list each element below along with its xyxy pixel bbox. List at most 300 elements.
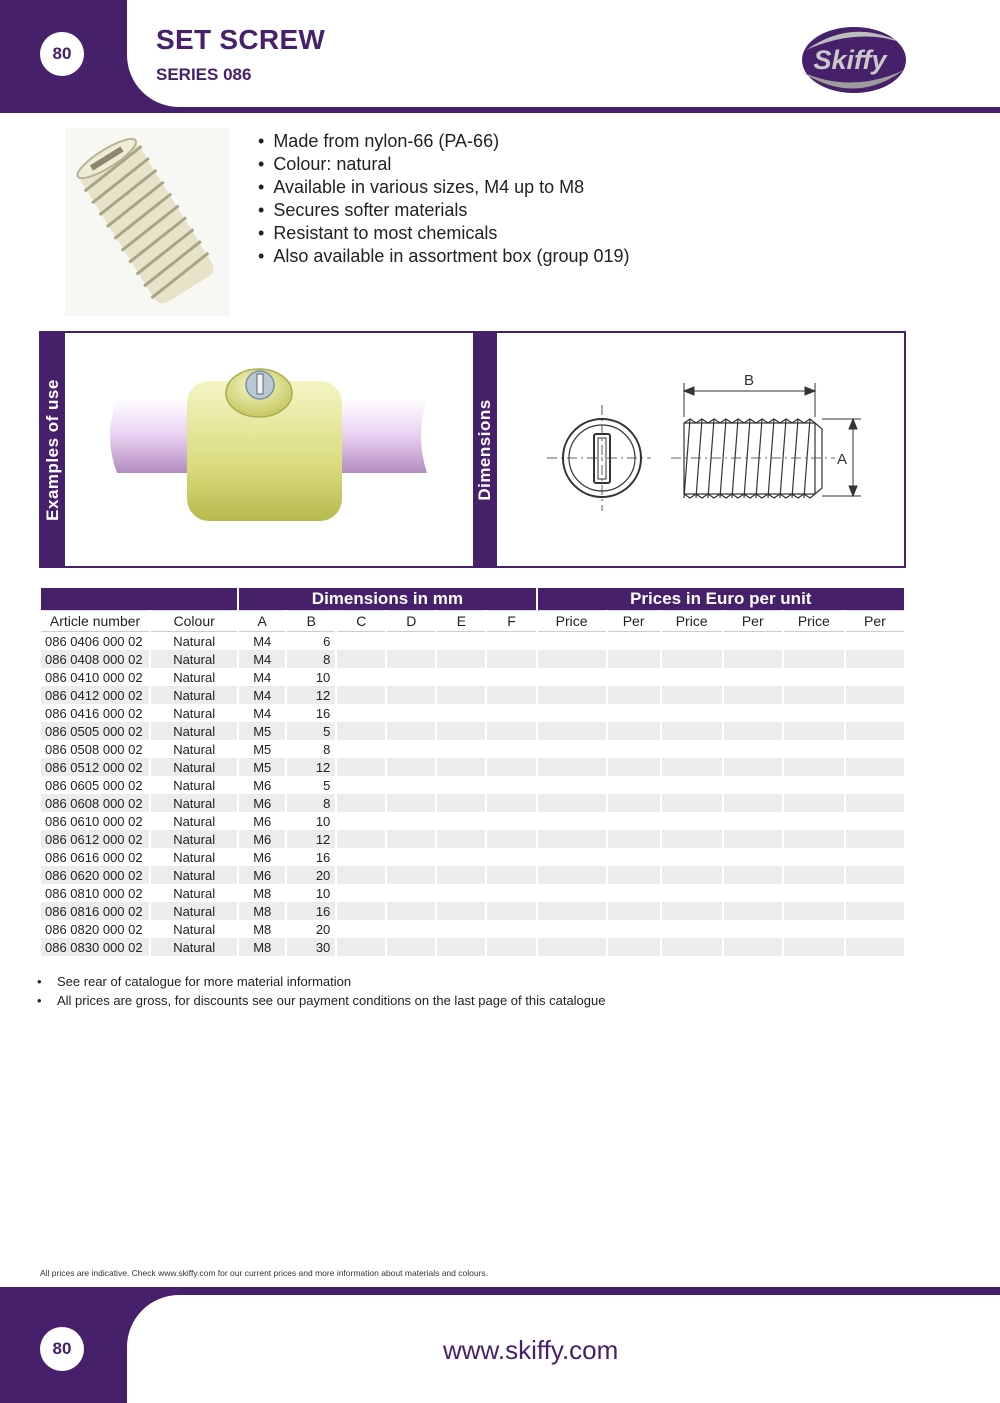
empty-cell bbox=[608, 938, 660, 956]
empty-cell bbox=[437, 668, 485, 686]
empty-cell bbox=[538, 830, 606, 848]
empty-cell bbox=[846, 722, 904, 740]
empty-cell bbox=[846, 794, 904, 812]
dimensions-label: Dimensions bbox=[475, 398, 494, 501]
empty-cell bbox=[784, 902, 844, 920]
column-header: Per bbox=[724, 610, 782, 632]
colour-cell: Natural bbox=[173, 813, 216, 829]
page-subtitle: SERIES 086 bbox=[156, 65, 252, 84]
empty-cell bbox=[538, 668, 606, 686]
empty-cell bbox=[662, 848, 722, 866]
article-number-cell: 086 0408 000 02 bbox=[41, 650, 149, 668]
empty-cell bbox=[608, 866, 660, 884]
feature-list bbox=[258, 130, 630, 268]
dim-b-cell: 5 bbox=[323, 777, 331, 793]
table-row bbox=[41, 938, 904, 956]
empty-cell bbox=[846, 776, 904, 794]
column-header: D bbox=[387, 610, 435, 632]
dimension-a-label: A bbox=[836, 451, 848, 468]
empty-cell bbox=[437, 866, 485, 884]
table-row bbox=[41, 884, 904, 902]
empty-cell bbox=[724, 758, 782, 776]
table-row bbox=[41, 758, 904, 776]
empty-cell bbox=[487, 704, 535, 722]
dim-a-cell: M8 bbox=[253, 921, 272, 937]
table-row bbox=[41, 776, 904, 794]
empty-cell bbox=[662, 776, 722, 794]
dim-b-cell: 16 bbox=[287, 902, 335, 920]
dim-a-cell: M4 bbox=[253, 669, 272, 685]
empty-cell bbox=[784, 938, 844, 956]
colour-cell: Natural bbox=[173, 921, 216, 937]
empty-cell bbox=[387, 704, 435, 722]
empty-cell bbox=[387, 902, 435, 920]
empty-cell bbox=[487, 758, 535, 776]
example-of-use-illustration bbox=[67, 333, 473, 566]
empty-cell bbox=[437, 884, 485, 902]
empty-cell bbox=[662, 758, 722, 776]
empty-cell bbox=[538, 704, 606, 722]
empty-cell bbox=[846, 686, 904, 704]
dim-b-cell: 10 bbox=[315, 885, 331, 901]
empty-cell bbox=[437, 686, 485, 704]
product-table bbox=[39, 588, 906, 956]
website-link[interactable]: www.skiffy.com bbox=[443, 1335, 619, 1365]
empty-cell bbox=[662, 938, 722, 956]
empty-cell bbox=[724, 848, 782, 866]
empty-cell bbox=[437, 722, 485, 740]
empty-cell bbox=[487, 830, 535, 848]
note-item: • See rear of catalogue for more material information bbox=[37, 972, 605, 991]
dim-a-cell: M6 bbox=[239, 866, 285, 884]
empty-cell bbox=[846, 812, 904, 830]
empty-cell bbox=[846, 740, 904, 758]
empty-cell bbox=[784, 884, 844, 902]
article-number-cell: 086 0508 000 02 bbox=[45, 741, 143, 757]
empty-cell bbox=[784, 740, 844, 758]
empty-cell bbox=[784, 920, 844, 938]
empty-cell bbox=[724, 704, 782, 722]
table-row bbox=[41, 740, 904, 758]
table-row bbox=[41, 812, 904, 830]
empty-cell bbox=[662, 632, 722, 650]
empty-cell bbox=[662, 650, 722, 668]
empty-cell bbox=[538, 776, 606, 794]
empty-cell bbox=[662, 866, 722, 884]
empty-cell bbox=[538, 866, 606, 884]
empty-cell bbox=[337, 704, 385, 722]
empty-cell bbox=[538, 794, 606, 812]
empty-cell bbox=[437, 794, 485, 812]
page-title: SET SCREW bbox=[156, 24, 326, 55]
feature-item: • Also available in assortment box (group 019) bbox=[258, 245, 630, 268]
empty-cell bbox=[337, 686, 385, 704]
set-screw-photo bbox=[65, 128, 230, 316]
column-header: Price bbox=[538, 610, 606, 632]
article-number-cell: 086 0830 000 02 bbox=[41, 938, 149, 956]
empty-cell bbox=[608, 830, 660, 848]
empty-cell bbox=[784, 722, 844, 740]
table-row bbox=[41, 704, 904, 722]
column-header: Per bbox=[608, 610, 660, 632]
dim-b-cell: 5 bbox=[287, 722, 335, 740]
dim-a-cell: M8 bbox=[253, 885, 272, 901]
empty-cell bbox=[724, 722, 782, 740]
empty-cell bbox=[538, 848, 606, 866]
dim-b-cell: 6 bbox=[323, 633, 331, 649]
colour-cell: Natural bbox=[173, 849, 216, 865]
empty-cell bbox=[608, 632, 660, 650]
table-row bbox=[41, 632, 904, 650]
empty-cell bbox=[846, 902, 904, 920]
column-header: F bbox=[487, 610, 535, 632]
colour-cell: Natural bbox=[151, 686, 237, 704]
empty-cell bbox=[724, 866, 782, 884]
empty-cell bbox=[608, 920, 660, 938]
empty-cell bbox=[387, 848, 435, 866]
prices-group-header: Prices in Euro per unit bbox=[538, 588, 904, 610]
article-number-cell: 086 0505 000 02 bbox=[41, 722, 149, 740]
dim-a-cell: M6 bbox=[253, 849, 272, 865]
colour-cell: Natural bbox=[151, 938, 237, 956]
feature-item: • Secures softer materials bbox=[258, 199, 630, 222]
colour-cell: Natural bbox=[173, 777, 216, 793]
empty-cell bbox=[387, 884, 435, 902]
empty-cell bbox=[387, 668, 435, 686]
article-number-cell: 086 0816 000 02 bbox=[41, 902, 149, 920]
empty-cell bbox=[337, 902, 385, 920]
empty-cell bbox=[387, 866, 435, 884]
empty-cell bbox=[662, 686, 722, 704]
dim-a-cell: M5 bbox=[253, 741, 272, 757]
empty-cell bbox=[487, 866, 535, 884]
empty-cell bbox=[724, 884, 782, 902]
empty-cell bbox=[437, 920, 485, 938]
table-row bbox=[41, 686, 904, 704]
article-number-cell: 086 0410 000 02 bbox=[45, 669, 143, 685]
empty-cell bbox=[387, 776, 435, 794]
empty-cell bbox=[608, 902, 660, 920]
dim-a-cell: M6 bbox=[239, 794, 285, 812]
empty-cell bbox=[437, 938, 485, 956]
dim-b-cell: 20 bbox=[315, 921, 331, 937]
empty-cell bbox=[437, 902, 485, 920]
empty-cell bbox=[724, 902, 782, 920]
article-number-cell: 086 0512 000 02 bbox=[41, 758, 149, 776]
colour-cell: Natural bbox=[173, 885, 216, 901]
feature-item: • Made from nylon-66 (PA-66) bbox=[258, 130, 630, 153]
feature-item: • Resistant to most chemicals bbox=[258, 222, 630, 245]
empty-cell bbox=[846, 704, 904, 722]
empty-cell bbox=[608, 722, 660, 740]
colour-cell: Natural bbox=[151, 794, 237, 812]
usage-dimensions-panel bbox=[39, 331, 906, 568]
empty-cell bbox=[337, 794, 385, 812]
empty-cell bbox=[784, 812, 844, 830]
empty-cell bbox=[846, 650, 904, 668]
table-header-blank bbox=[41, 588, 237, 610]
empty-cell bbox=[487, 668, 535, 686]
empty-cell bbox=[387, 650, 435, 668]
empty-cell bbox=[662, 794, 722, 812]
empty-cell bbox=[724, 794, 782, 812]
empty-cell bbox=[538, 650, 606, 668]
empty-cell bbox=[437, 830, 485, 848]
empty-cell bbox=[387, 740, 435, 758]
colour-cell: Natural bbox=[151, 902, 237, 920]
empty-cell bbox=[608, 776, 660, 794]
empty-cell bbox=[662, 668, 722, 686]
dim-a-cell: M4 bbox=[253, 633, 272, 649]
article-number-cell: 086 0412 000 02 bbox=[41, 686, 149, 704]
empty-cell bbox=[846, 632, 904, 650]
colour-cell: Natural bbox=[151, 722, 237, 740]
dim-b-cell: 10 bbox=[315, 813, 331, 829]
empty-cell bbox=[337, 884, 385, 902]
article-number-cell: 086 0610 000 02 bbox=[45, 813, 143, 829]
article-number-cell: 086 0820 000 02 bbox=[45, 921, 143, 937]
empty-cell bbox=[487, 794, 535, 812]
empty-cell bbox=[662, 902, 722, 920]
article-number-cell: 086 0605 000 02 bbox=[45, 777, 143, 793]
dim-b-cell: 8 bbox=[287, 794, 335, 812]
article-number-cell: 086 0416 000 02 bbox=[45, 705, 143, 721]
dim-b-cell: 12 bbox=[287, 758, 335, 776]
column-header: Article number bbox=[41, 610, 149, 632]
empty-cell bbox=[538, 722, 606, 740]
article-number-cell: 086 0620 000 02 bbox=[41, 866, 149, 884]
empty-cell bbox=[337, 920, 385, 938]
empty-cell bbox=[387, 812, 435, 830]
empty-cell bbox=[662, 722, 722, 740]
empty-cell bbox=[538, 632, 606, 650]
colour-cell: Natural bbox=[173, 633, 216, 649]
colour-cell: Natural bbox=[151, 866, 237, 884]
svg-text:Skiffy: Skiffy bbox=[813, 45, 887, 75]
table-row bbox=[41, 920, 904, 938]
feature-item: • Available in various sizes, M4 up to M8 bbox=[258, 176, 630, 199]
empty-cell bbox=[538, 884, 606, 902]
empty-cell bbox=[724, 812, 782, 830]
column-header: E bbox=[437, 610, 485, 632]
empty-cell bbox=[608, 668, 660, 686]
empty-cell bbox=[387, 938, 435, 956]
footer-page-number-badge: 80 bbox=[40, 1327, 84, 1371]
dim-a-cell: M6 bbox=[253, 777, 272, 793]
colour-cell: Natural bbox=[151, 650, 237, 668]
empty-cell bbox=[487, 938, 535, 956]
empty-cell bbox=[387, 830, 435, 848]
empty-cell bbox=[662, 812, 722, 830]
empty-cell bbox=[784, 668, 844, 686]
empty-cell bbox=[784, 650, 844, 668]
empty-cell bbox=[784, 704, 844, 722]
empty-cell bbox=[724, 740, 782, 758]
empty-cell bbox=[387, 794, 435, 812]
dim-b-cell: 10 bbox=[315, 669, 331, 685]
empty-cell bbox=[784, 632, 844, 650]
empty-cell bbox=[337, 632, 385, 650]
table-row bbox=[41, 866, 904, 884]
dim-a-cell: M8 bbox=[239, 938, 285, 956]
table-row bbox=[41, 794, 904, 812]
dim-b-cell: 8 bbox=[323, 741, 331, 757]
empty-cell bbox=[846, 866, 904, 884]
dimensions-drawing bbox=[499, 333, 904, 566]
colour-cell: Natural bbox=[173, 705, 216, 721]
dim-b-cell: 12 bbox=[287, 686, 335, 704]
empty-cell bbox=[846, 884, 904, 902]
notes-list bbox=[37, 972, 605, 1010]
empty-cell bbox=[437, 776, 485, 794]
page-number-badge: 80 bbox=[40, 32, 84, 76]
empty-cell bbox=[538, 902, 606, 920]
empty-cell bbox=[387, 632, 435, 650]
empty-cell bbox=[662, 704, 722, 722]
empty-cell bbox=[662, 920, 722, 938]
empty-cell bbox=[387, 686, 435, 704]
empty-cell bbox=[387, 920, 435, 938]
dim-a-cell: M4 bbox=[253, 705, 272, 721]
empty-cell bbox=[608, 704, 660, 722]
empty-cell bbox=[662, 740, 722, 758]
empty-cell bbox=[724, 668, 782, 686]
empty-cell bbox=[487, 884, 535, 902]
empty-cell bbox=[846, 758, 904, 776]
column-header: A bbox=[239, 610, 285, 632]
column-header: Colour bbox=[151, 610, 237, 632]
empty-cell bbox=[724, 920, 782, 938]
price-disclaimer: All prices are indicative. Check www.skiffy.com for our current prices and more information about materials and colours. bbox=[40, 1268, 489, 1278]
empty-cell bbox=[784, 830, 844, 848]
dim-a-cell: M5 bbox=[239, 758, 285, 776]
dim-a-cell: M4 bbox=[239, 650, 285, 668]
empty-cell bbox=[538, 920, 606, 938]
dim-a-cell: M8 bbox=[239, 902, 285, 920]
empty-cell bbox=[846, 920, 904, 938]
empty-cell bbox=[724, 938, 782, 956]
empty-cell bbox=[538, 686, 606, 704]
header-rule bbox=[0, 107, 1000, 113]
dim-b-cell: 12 bbox=[287, 830, 335, 848]
dim-b-cell: 8 bbox=[287, 650, 335, 668]
table-row bbox=[41, 848, 904, 866]
empty-cell bbox=[337, 866, 385, 884]
column-header: C bbox=[337, 610, 385, 632]
empty-cell bbox=[724, 650, 782, 668]
table-row bbox=[41, 722, 904, 740]
note-item: • All prices are gross, for discounts see our payment conditions on the last page of this catalogue bbox=[37, 991, 605, 1010]
empty-cell bbox=[846, 668, 904, 686]
column-header: Price bbox=[662, 610, 722, 632]
empty-cell bbox=[487, 740, 535, 758]
empty-cell bbox=[608, 650, 660, 668]
empty-cell bbox=[608, 848, 660, 866]
empty-cell bbox=[608, 740, 660, 758]
empty-cell bbox=[608, 758, 660, 776]
empty-cell bbox=[487, 686, 535, 704]
empty-cell bbox=[437, 704, 485, 722]
empty-cell bbox=[337, 938, 385, 956]
examples-label: Examples of use bbox=[43, 378, 62, 521]
empty-cell bbox=[487, 776, 535, 794]
dim-b-cell: 30 bbox=[287, 938, 335, 956]
dim-b-cell: 16 bbox=[315, 705, 331, 721]
empty-cell bbox=[608, 884, 660, 902]
empty-cell bbox=[724, 632, 782, 650]
empty-cell bbox=[487, 722, 535, 740]
empty-cell bbox=[487, 650, 535, 668]
empty-cell bbox=[337, 812, 385, 830]
empty-cell bbox=[846, 938, 904, 956]
table-row bbox=[41, 668, 904, 686]
dim-a-cell: M4 bbox=[239, 686, 285, 704]
empty-cell bbox=[662, 884, 722, 902]
column-header: Per bbox=[846, 610, 904, 632]
colour-cell: Natural bbox=[173, 669, 216, 685]
empty-cell bbox=[437, 632, 485, 650]
empty-cell bbox=[608, 686, 660, 704]
table-row bbox=[41, 830, 904, 848]
empty-cell bbox=[724, 686, 782, 704]
empty-cell bbox=[784, 794, 844, 812]
examples-tab bbox=[41, 333, 65, 566]
article-number-cell: 086 0406 000 02 bbox=[45, 633, 143, 649]
empty-cell bbox=[437, 812, 485, 830]
empty-cell bbox=[724, 776, 782, 794]
empty-cell bbox=[487, 812, 535, 830]
dimensions-tab bbox=[473, 333, 497, 566]
empty-cell bbox=[538, 740, 606, 758]
empty-cell bbox=[437, 650, 485, 668]
empty-cell bbox=[337, 740, 385, 758]
empty-cell bbox=[337, 830, 385, 848]
empty-cell bbox=[337, 848, 385, 866]
empty-cell bbox=[487, 902, 535, 920]
empty-cell bbox=[337, 668, 385, 686]
article-number-cell: 086 0810 000 02 bbox=[45, 885, 143, 901]
empty-cell bbox=[784, 776, 844, 794]
dimensions-group-header: Dimensions in mm bbox=[239, 588, 535, 610]
dim-b-cell: 16 bbox=[315, 849, 331, 865]
empty-cell bbox=[538, 938, 606, 956]
empty-cell bbox=[387, 758, 435, 776]
empty-cell bbox=[487, 920, 535, 938]
empty-cell bbox=[608, 812, 660, 830]
empty-cell bbox=[846, 848, 904, 866]
dimension-b-label: B bbox=[743, 372, 755, 389]
empty-cell bbox=[538, 758, 606, 776]
empty-cell bbox=[337, 722, 385, 740]
colour-cell: Natural bbox=[151, 758, 237, 776]
empty-cell bbox=[337, 650, 385, 668]
empty-cell bbox=[784, 686, 844, 704]
dim-a-cell: M5 bbox=[239, 722, 285, 740]
empty-cell bbox=[784, 866, 844, 884]
dim-a-cell: M6 bbox=[253, 813, 272, 829]
dim-b-cell: 20 bbox=[287, 866, 335, 884]
empty-cell bbox=[337, 758, 385, 776]
article-number-cell: 086 0616 000 02 bbox=[45, 849, 143, 865]
feature-item: • Colour: natural bbox=[258, 153, 630, 176]
empty-cell bbox=[846, 830, 904, 848]
skiffy-logo bbox=[792, 20, 912, 102]
column-header: Price bbox=[784, 610, 844, 632]
dim-a-cell: M6 bbox=[239, 830, 285, 848]
empty-cell bbox=[437, 758, 485, 776]
column-header: B bbox=[287, 610, 335, 632]
article-number-cell: 086 0608 000 02 bbox=[41, 794, 149, 812]
